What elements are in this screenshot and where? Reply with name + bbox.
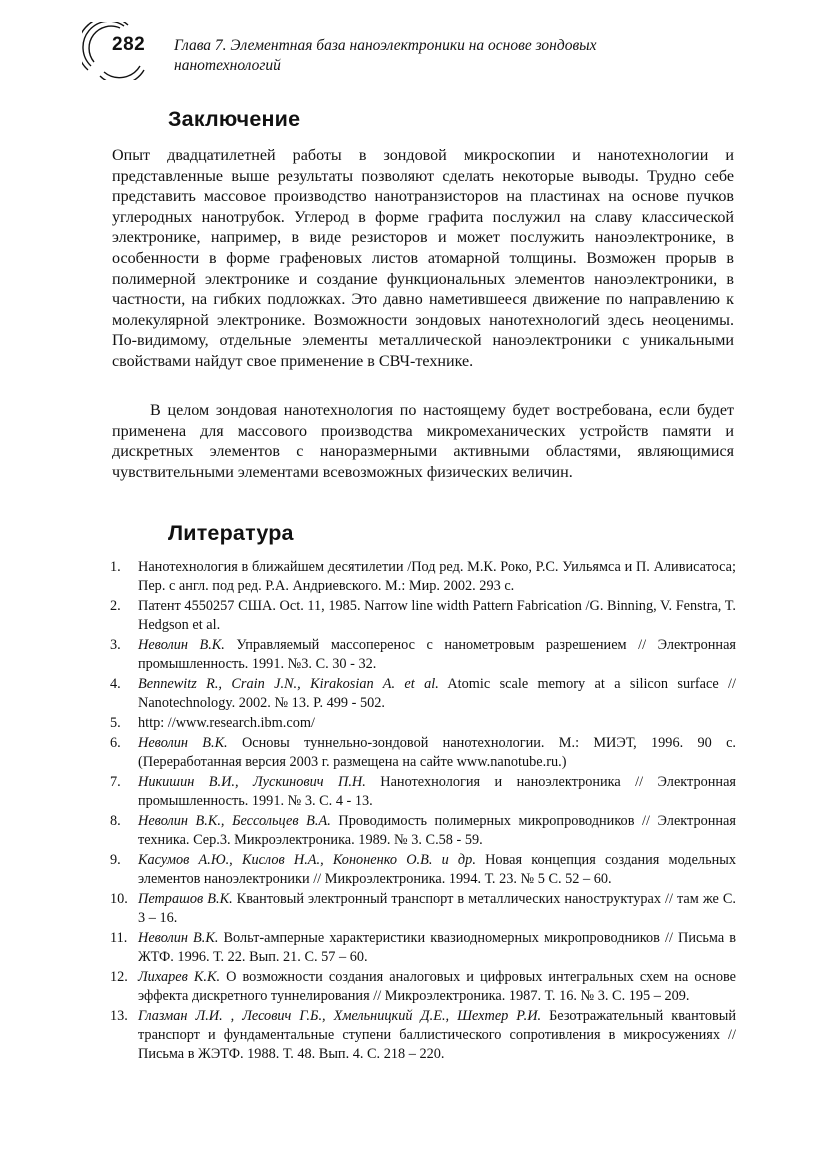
reference-item <box>110 714 736 733</box>
reference-number: 13. <box>110 1007 128 1024</box>
reference-authors: Глазман Л.И. , Лесович Г.Б., Хмельницкий Д.Е., Шехтер Р.И. <box>138 1007 542 1024</box>
conclusion-heading: Заключение <box>168 107 301 131</box>
reference-item <box>110 890 736 928</box>
reference-number: 6. <box>110 734 121 751</box>
reference-authors: Неволин В.К. <box>138 929 219 946</box>
reference-text: Вольт-амперные характеристики квазиодномерных микропроводников // Письма в ЖТФ. 1996. Т. 22. Вып. 21. С. 57 – 60. <box>138 929 736 965</box>
reference-text: Основы туннельно-зондовой нанотехнологии. М.: МИЭТ, 1996. 90 с. (Переработанная версия 2003 г. размещена на сайте www.nanotube.ru.) <box>138 734 736 770</box>
reference-authors: Лихарев К.К. <box>138 968 221 985</box>
reference-number: 2. <box>110 598 121 614</box>
reference-number: 4. <box>110 676 121 692</box>
running-head: Глава 7. Элементная база наноэлектроники на основе зондовых нанотехнологий <box>174 37 597 74</box>
reference-authors: Bennewitz R., Crain J.N., Kirakosian A. et al. <box>138 676 439 692</box>
reference-text: Нанотехнология в ближайшем десятилетии /Под ред. М.К. Роко, Р.С. Уильямса и П. Аливисатоса; Пер. с англ. под ред. Р.А. Андриевского. М.: Мир. 2002. 293 с. <box>138 559 736 595</box>
reference-number: 11. <box>110 929 128 946</box>
reference-number: 7. <box>110 773 121 790</box>
reference-number: 5. <box>110 715 121 731</box>
reference-item <box>110 968 736 1006</box>
reference-item <box>110 558 736 596</box>
reference-item <box>110 851 736 889</box>
conclusion-paragraph-2: В целом зондовая нанотехнология по настоящему будет востребована, если будет применена для массового производства микромеханических устройств памяти и дискретных элементов с наноразмерными активными областями, являющимися чувствительными элементами всевозможных физических величин. <box>112 402 734 481</box>
reference-item <box>110 675 736 713</box>
reference-list <box>110 558 736 1065</box>
reference-text: Проводимость полимерных микропроводников // Электронная техника. Сер.3. Микроэлектроника. 1989. № 3. С.58 - 59. <box>138 812 736 848</box>
reference-item <box>110 1007 736 1065</box>
reference-authors: Никишин В.И., Лускинович П.Н. <box>138 773 366 790</box>
reference-text: Нанотехнология и наноэлектроника // Электронная промышленность. 1991. № 3. С. 4 - 13. <box>138 773 736 809</box>
reference-number: 3. <box>110 637 121 653</box>
reference-text: http: //www.research.ibm.com/ <box>138 715 315 731</box>
reference-item <box>110 636 736 674</box>
reference-number: 8. <box>110 812 121 829</box>
reference-item <box>110 929 736 967</box>
reference-number: 9. <box>110 851 121 868</box>
reference-text: Atomic scale memory at a silicon surface // Nanotechnology. 2002. № 13. P. 499 - 502. <box>138 676 736 712</box>
page-number: 282 <box>112 34 146 55</box>
reference-authors: Неволин В.К. <box>138 637 225 653</box>
literature-heading: Литература <box>168 521 294 545</box>
reference-text: О возможности создания аналоговых и цифровых интегральных схем на основе эффекта дискретного туннелирования // Микроэлектроника. 1987. Т. 16. № 3. С. 195 – 209. <box>138 968 736 1004</box>
reference-authors: Неволин В.К. <box>138 734 228 751</box>
reference-number: 12. <box>110 968 128 985</box>
reference-text: Управляемый массоперенос с нанометровым разрешением // Электронная промышленность. 1991. №3. С. 30 - 32. <box>138 637 737 673</box>
reference-item <box>110 812 736 850</box>
reference-item <box>110 597 736 635</box>
reference-authors: Касумов А.Ю., Кислов Н.А., Кононенко О.В. и др. <box>138 851 476 868</box>
reference-item <box>110 734 736 772</box>
reference-number: 1. <box>110 559 121 575</box>
reference-text: Безотражательный квантовый транспорт и фундаментальные ступени баллистического сопротивления в микросужениях // Письма в ЖЭТФ. 1988. Т. 48. Вып. 4. С. 218 – 220. <box>138 1007 736 1063</box>
conclusion-paragraph-1: Опыт двадцатилетней работы в зондовой микроскопии и нанотехнологии и представленные выше результаты позволяют сделать некоторые выводы. Трудно себе представить массовое производство нанотранзисторов на пластинах на основе пучков углеродных нанотрубок. Углерод в форме графита послужил на славу классической электронике, например, в виде резисторов и может послужить наноэлектронике, в особенности в форме графеновых листов атомарной толщины. Возможен прорыв в полимерной электронике и создание функциональных элементов наноэлектроники, в частности, на гибких подложках. Это давно наметившееся движение по направлению к молекулярной электронике. Возможности зондовых нанотехнологий здесь неоценимы. По-видимому, отдельные элементы металлической наноэлектроники с уникальными свойствами найдут свое применение в СВЧ-технике. <box>112 147 734 370</box>
reference-text: Квантовый электронный транспорт в металлических наноструктурах // там же С. 3 – 16. <box>138 890 736 926</box>
reference-authors: Неволин В.К., Бессольцев В.А. <box>138 812 331 829</box>
reference-item <box>110 773 736 811</box>
reference-number: 10. <box>110 890 128 907</box>
reference-text: Патент 4550257 США. Oct. 11, 1985. Narrow line width Pattern Fabrication /G. Binning, V. Fenstra, T. Hedgson et al. <box>138 598 736 634</box>
reference-authors: Петрашов В.К. <box>138 890 233 907</box>
reference-text: Новая концепция создания модельных элементов наноэлектроники // Микроэлектроника. 1994. Т. 23. № 5 С. 52 – 60. <box>138 851 736 887</box>
